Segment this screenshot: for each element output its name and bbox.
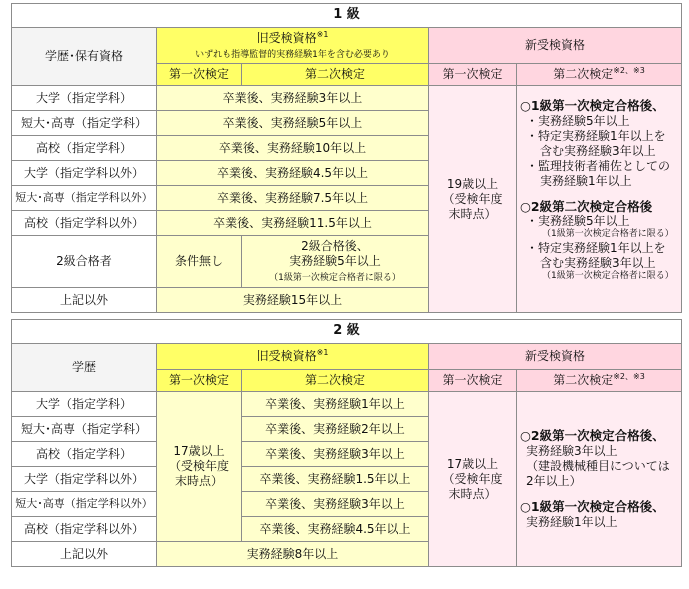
grade1-row-req: 卒業後、実務経験10年以上 [157,136,429,161]
grade2-education-header: 学歴 [12,344,157,392]
grade1-row-label: 短大･高専（指定学科） [12,111,157,136]
grade1-b1-item: ・監理技術者補佐としての [526,158,671,173]
grade1-b2-note: （1級第一次検定合格者に限る） [542,270,674,281]
grade1-grade2-second-note: （1級第一次検定合格者に限る） [269,273,401,283]
grade1-new-first-l2: （受検年度 [442,191,503,206]
grade1-grade2-second-l1: 2級合格後、 [301,239,369,253]
grade1-education-header: 学歴･保有資格 [12,28,157,86]
grade1-new-second-sup: ※2、※3 [613,66,645,75]
grade1-grade2-second [242,236,429,288]
grade1-b2-title: ○2級第二次検定合格後 [520,198,653,214]
grade1-new-header: 新受検資格 [429,28,682,64]
grade1-table [11,3,682,313]
grade2-old-first-l3: 末時点） [174,474,223,488]
grade1-title: 1 級 [12,4,682,28]
grade2-new-first-l1: 17歳以上 [446,456,499,471]
grade2-row-label: 高校（指定学科） [12,442,157,467]
qualification-tables [11,3,681,567]
grade2-b2-line: 実務経験1年以上 [526,514,618,529]
grade2-row-req: 卒業後、実務経験2年以上 [242,417,429,442]
grade2-b1-line: （建設機械種目については [526,459,670,473]
grade2-new-header: 新受検資格 [429,344,682,370]
grade1-new-second-label: 第二次検定 [553,67,614,81]
grade1-old-label: 旧受検資格 [256,30,317,45]
grade2-old-sup: ※1 [316,348,329,357]
grade2-old-first-l1: 17歳以上 [173,444,225,458]
grade2-old-first-l2: （受検年度 [168,459,229,473]
grade1-grade2-label: 2級合格者 [12,236,157,288]
grade1-new-second-cell [517,86,682,313]
grade2-new-second-header [517,370,682,392]
grade2-new-first-header: 第一次検定 [429,370,517,392]
grade1-row-label: 高校（指定学科） [12,136,157,161]
grade1-grade2-first: 条件無し [157,236,242,288]
grade1-b1-item: 実務経験1年以上 [540,173,632,188]
grade1-old-sup: ※1 [316,29,329,39]
grade2-row-req: 卒業後、実務経験3年以上 [242,442,429,467]
grade1-old-first-header: 第一次検定 [157,64,242,86]
grade2-new-second-label: 第二次検定 [553,373,614,387]
grade1-new-first-l3: 末時点） [448,206,497,221]
grade2-b2-title: ○1級第一次検定合格後、 [520,499,665,514]
grade1-old-note: いずれも指導監督的実務経験1年を含む必要あり [195,49,390,60]
grade1-row-label: 短大･高専（指定学科以外） [12,186,157,211]
grade1-grade2-second-l2: 実務経験5年以上 [289,254,381,268]
grade2-row-req: 卒業後、実務経験3年以上 [242,492,429,517]
grade1-row-label: 大学（指定学科） [12,86,157,111]
grade2-row-label: 短大･高専（指定学科以外） [12,492,157,517]
grade2-old-label: 旧受検資格 [256,349,317,363]
grade2-row-label: 短大･高専（指定学科） [12,417,157,442]
grade2-row-req: 卒業後、実務経験4.5年以上 [242,517,429,542]
grade2-old-second-header: 第二次検定 [242,370,429,392]
grade1-old-second-header: 第二次検定 [242,64,429,86]
grade1-new-first-cell [429,86,517,313]
grade2-new-first-l3: 末時点） [448,486,497,501]
grade1-row-req: 卒業後、実務経験3年以上 [157,86,429,111]
grade1-b1-item: 含む実務経験3年以上 [540,143,656,158]
grade1-new-first-l1: 19歳以上 [446,176,499,191]
grade1-other-req: 実務経験15年以上 [157,288,429,313]
grade2-b1-line: 実務経験3年以上 [526,444,618,458]
grade1-b2-item: ・実務経験5年以上 [526,214,630,229]
grade2-other-label: 上記以外 [12,542,157,567]
grade1-row-req: 卒業後、実務経験5年以上 [157,111,429,136]
grade1-old-header [157,28,429,64]
grade1-b1-title: ○1級第一次検定合格後、 [520,98,665,113]
grade2-row-req: 卒業後、実務経験1.5年以上 [242,467,429,492]
grade2-old-first-header: 第一次検定 [157,370,242,392]
grade1-row-req: 卒業後、実務経験11.5年以上 [157,211,429,236]
grade2-row-label: 高校（指定学科以外） [12,517,157,542]
grade2-old-first-cell [157,392,242,542]
grade1-row-label: 高校（指定学科以外） [12,211,157,236]
grade2-new-second-cell [517,392,682,567]
grade1-row-label: 大学（指定学科以外） [12,161,157,186]
grade1-b1-item: ・特定実務経験1年以上を [526,128,666,143]
grade1-new-second-header [517,64,682,86]
grade1-new-first-header: 第一次検定 [429,64,517,86]
grade2-row-req: 卒業後、実務経験1年以上 [242,392,429,417]
grade2-new-first-cell [429,392,517,567]
grade2-old-header [157,344,429,370]
grade2-other-req: 実務経験8年以上 [157,542,429,567]
grade1-b2-item: 含む実務経験3年以上 [540,255,656,270]
grade2-b1-line: 2年以上） [526,474,582,488]
grade2-b1-title: ○2級第一次検定合格後、 [520,428,665,444]
grade2-row-label: 大学（指定学科） [12,392,157,417]
grade1-b1-item: ・実務経験5年以上 [526,113,630,128]
grade1-b2-item: ・特定実務経験1年以上を [526,240,666,255]
grade2-table [11,319,682,567]
grade1-b2-note: （1級第一次検定合格者に限る） [542,229,674,240]
grade2-title: 2 級 [12,320,682,344]
grade1-row-req: 卒業後、実務経験4.5年以上 [157,161,429,186]
grade2-row-label: 大学（指定学科以外） [12,467,157,492]
grade1-other-label: 上記以外 [12,288,157,313]
grade2-new-second-sup: ※2、※3 [613,372,645,381]
grade2-new-first-l2: （受検年度 [442,471,503,486]
grade1-row-req: 卒業後、実務経験7.5年以上 [157,186,429,211]
